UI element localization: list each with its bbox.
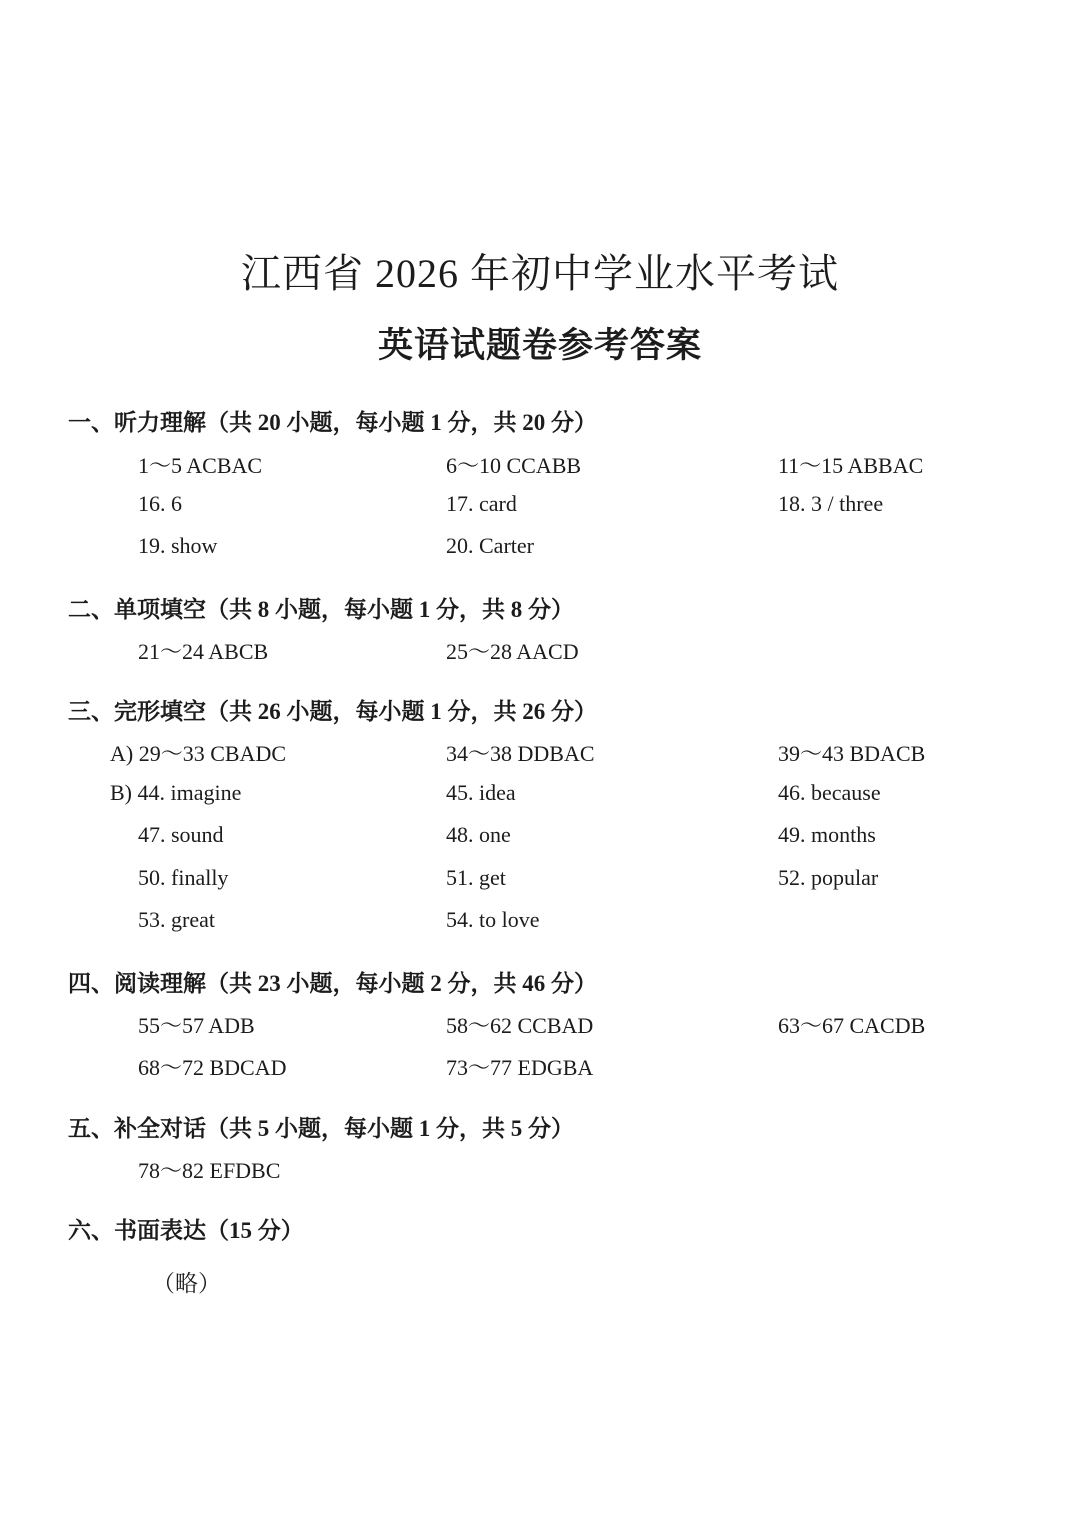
answer-item: 52. popular (778, 865, 879, 890)
answer-item: 73～77 EDGBA (446, 1055, 594, 1080)
answer-item: 51. get (446, 865, 506, 890)
answer-item: 68～72 BDCAD (138, 1055, 287, 1080)
answer-item: 25～28 AACD (446, 639, 579, 664)
answer-item: B) 44. imagine (110, 780, 242, 805)
answer-item: 55～57 ADB (138, 1013, 255, 1038)
page-title: 江西省 2026 年初中学业水平考试 (241, 251, 839, 296)
answer-item: 63～67 CACDB (778, 1013, 926, 1038)
answer-item: 58～62 CCBAD (446, 1013, 594, 1038)
section-heading-writing: 六、书面表达（15 分） (68, 1218, 304, 1243)
answer-item: 39～43 BDACB (778, 741, 926, 766)
section-heading-listening: 一、听力理解（共 20 小题，每小题 1 分，共 20 分） (68, 410, 597, 435)
answer-item: 46. because (778, 780, 881, 805)
answer-item: 45. idea (446, 780, 516, 805)
page-subtitle: 英语试题卷参考答案 (377, 326, 702, 365)
answer-item: 78～82 EFDBC (138, 1158, 281, 1183)
section-heading-reading: 四、阅读理解（共 23 小题，每小题 2 分，共 46 分） (68, 971, 597, 996)
answer-item: 6～10 CCABB (446, 453, 582, 478)
answer-item: 1～5 ACBAC (138, 453, 263, 478)
answer-item: 11～15 ABBAC (778, 453, 924, 478)
section-heading-dialogue: 五、补全对话（共 5 小题，每小题 1 分，共 5 分） (68, 1116, 574, 1141)
answer-item: 18. 3 / three (778, 491, 884, 516)
answer-item: 17. card (446, 491, 517, 516)
section-heading-single-choice: 二、单项填空（共 8 小题，每小题 1 分，共 8 分） (68, 597, 574, 622)
answer-item: 34～38 DDBAC (446, 741, 595, 766)
answer-item: 20. Carter (446, 533, 534, 558)
writing-note: （略） (152, 1271, 221, 1296)
answer-item: 47. sound (138, 822, 224, 847)
answer-item: 49. months (778, 822, 876, 847)
answer-item: 19. show (138, 533, 218, 558)
answer-item: 53. great (138, 907, 215, 932)
answer-item: 50. finally (138, 865, 229, 890)
answer-item: A) 29～33 CBADC (110, 741, 287, 766)
answer-item: 21～24 ABCB (138, 639, 269, 664)
section-heading-cloze: 三、完形填空（共 26 小题，每小题 1 分，共 26 分） (68, 699, 597, 724)
answer-item: 48. one (446, 822, 511, 847)
answer-item: 54. to love (446, 907, 540, 932)
answer-item: 16. 6 (138, 491, 182, 516)
